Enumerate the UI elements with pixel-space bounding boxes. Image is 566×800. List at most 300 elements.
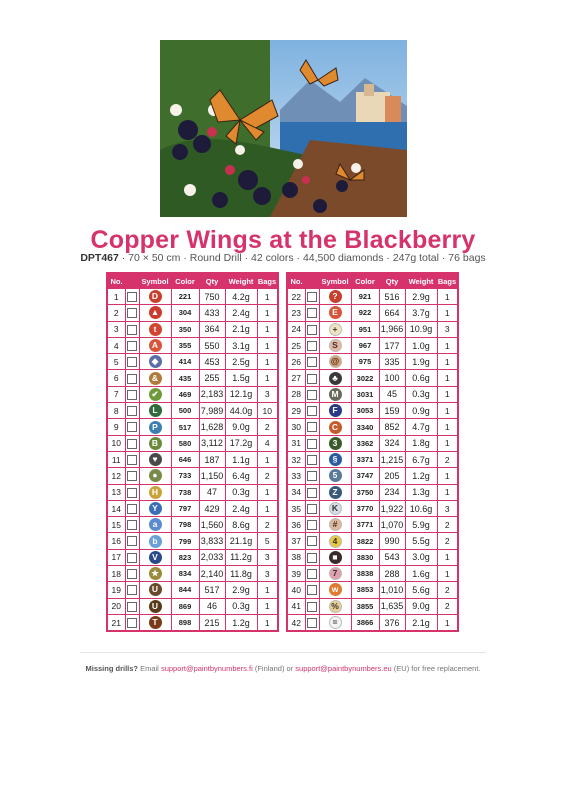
row-checkbox[interactable] <box>127 308 137 318</box>
table-row <box>107 549 278 565</box>
weight: 1.2g <box>225 614 257 631</box>
row-number: 17 <box>107 549 125 565</box>
row-number: 20 <box>107 598 125 614</box>
color-table-right <box>286 272 459 632</box>
row-checkbox[interactable] <box>127 471 137 481</box>
quantity: 516 <box>379 289 405 305</box>
footer-text-2: (Finland) or <box>252 664 296 673</box>
bag-count: 1 <box>257 289 278 305</box>
color-code: 3770 <box>351 500 379 516</box>
row-checkbox[interactable] <box>127 390 137 400</box>
row-number: 35 <box>287 500 305 516</box>
row-checkbox[interactable] <box>307 341 317 351</box>
bag-count: 1 <box>437 403 458 419</box>
weight: 1.5g <box>225 370 257 386</box>
symbol-cell <box>319 517 351 533</box>
quantity: 234 <box>379 484 405 500</box>
bag-count: 1 <box>437 484 458 500</box>
bag-count: 2 <box>437 582 458 598</box>
row-checkbox[interactable] <box>127 536 137 546</box>
symbol-cell <box>139 289 171 305</box>
weight: 2.4g <box>225 500 257 516</box>
table-row <box>107 484 278 500</box>
weight: 4.7g <box>405 419 437 435</box>
table-body-right <box>287 289 458 632</box>
quantity: 543 <box>379 549 405 565</box>
row-checkbox[interactable] <box>307 520 317 530</box>
quantity: 100 <box>379 370 405 386</box>
row-number: 8 <box>107 403 125 419</box>
artwork-illustration <box>160 40 407 217</box>
row-checkbox[interactable] <box>127 325 137 335</box>
bag-count: 2 <box>437 598 458 614</box>
symbol-cell <box>319 451 351 467</box>
row-checkbox[interactable] <box>127 406 137 416</box>
symbol-swatch: Y <box>149 502 162 515</box>
row-checkbox[interactable] <box>127 357 137 367</box>
row-number: 26 <box>287 354 305 370</box>
row-checkbox[interactable] <box>127 602 137 612</box>
color-code: 733 <box>171 468 199 484</box>
weight: 8.6g <box>225 517 257 533</box>
row-checkbox[interactable] <box>307 439 317 449</box>
row-number: 15 <box>107 517 125 533</box>
checkbox-cell <box>125 614 139 631</box>
row-number: 4 <box>107 337 125 353</box>
checkbox-cell <box>305 305 319 321</box>
symbol-swatch: § <box>329 453 342 466</box>
table-row <box>107 614 278 631</box>
bag-count: 1 <box>257 321 278 337</box>
table-row <box>287 419 458 435</box>
symbol-cell <box>319 289 351 305</box>
row-number: 31 <box>287 435 305 451</box>
bag-count: 10 <box>257 403 278 419</box>
bag-count: 1 <box>437 566 458 582</box>
footer-text-1: Email <box>138 664 161 673</box>
color-code: 3747 <box>351 468 379 484</box>
color-code: 3866 <box>351 614 379 631</box>
bag-count: 1 <box>437 435 458 451</box>
symbol-swatch: ♥ <box>149 453 162 466</box>
row-checkbox[interactable] <box>307 357 317 367</box>
symbol-swatch: S <box>329 339 342 352</box>
symbol-swatch: 4 <box>329 535 342 548</box>
row-checkbox[interactable] <box>127 292 137 302</box>
table-row <box>287 517 458 533</box>
checkbox-cell <box>125 533 139 549</box>
checkbox-cell <box>305 500 319 516</box>
symbol-cell <box>139 468 171 484</box>
weight: 1.1g <box>225 451 257 467</box>
row-checkbox[interactable] <box>127 455 137 465</box>
weight: 6.4g <box>225 468 257 484</box>
row-checkbox[interactable] <box>307 618 317 628</box>
color-code: 350 <box>171 321 199 337</box>
table-row <box>287 305 458 321</box>
row-checkbox[interactable] <box>127 618 137 628</box>
symbol-swatch: U <box>149 600 162 613</box>
checkbox-cell <box>125 386 139 402</box>
quantity: 2,183 <box>199 386 225 402</box>
table-row <box>287 468 458 484</box>
color-code: 3838 <box>351 566 379 582</box>
table-row <box>287 337 458 353</box>
color-code: 797 <box>171 500 199 516</box>
row-checkbox[interactable] <box>127 585 137 595</box>
symbol-swatch: 3 <box>329 437 342 450</box>
color-code: 738 <box>171 484 199 500</box>
col-header-qty: Qty <box>379 273 405 289</box>
table-row <box>287 582 458 598</box>
weight: 44.0g <box>225 403 257 419</box>
bag-count: 3 <box>257 386 278 402</box>
color-code: 922 <box>351 305 379 321</box>
symbol-swatch: ■ <box>329 551 342 564</box>
row-number: 10 <box>107 435 125 451</box>
color-code: 304 <box>171 305 199 321</box>
table-row <box>287 484 458 500</box>
table-header-row <box>107 273 278 289</box>
col-header-check <box>125 273 139 289</box>
symbol-swatch: % <box>329 600 342 613</box>
table-row <box>107 403 278 419</box>
row-checkbox[interactable] <box>307 504 317 514</box>
color-code: 869 <box>171 598 199 614</box>
symbol-swatch: = <box>329 616 342 629</box>
color-code: 799 <box>171 533 199 549</box>
symbol-cell <box>139 614 171 631</box>
quantity: 990 <box>379 533 405 549</box>
row-number: 21 <box>107 614 125 631</box>
row-number: 22 <box>287 289 305 305</box>
quantity: 205 <box>379 468 405 484</box>
col-header-check <box>305 273 319 289</box>
weight: 1.8g <box>405 435 437 451</box>
color-code: 844 <box>171 582 199 598</box>
quantity: 46 <box>199 598 225 614</box>
row-checkbox[interactable] <box>307 422 317 432</box>
bag-count: 2 <box>437 451 458 467</box>
color-code: 921 <box>351 289 379 305</box>
quantity: 517 <box>199 582 225 598</box>
quantity: 550 <box>199 337 225 353</box>
bag-count: 1 <box>257 484 278 500</box>
row-number: 40 <box>287 582 305 598</box>
spec-line <box>0 252 566 264</box>
bag-count: 1 <box>437 370 458 386</box>
bag-count: 1 <box>437 468 458 484</box>
bag-count: 1 <box>257 598 278 614</box>
table-row <box>287 354 458 370</box>
bag-count: 1 <box>437 354 458 370</box>
checkbox-cell <box>125 354 139 370</box>
bag-count: 2 <box>437 517 458 533</box>
symbol-cell <box>139 370 171 386</box>
symbol-cell <box>139 484 171 500</box>
table-row <box>107 337 278 353</box>
symbol-swatch: ✔ <box>149 388 162 401</box>
checkbox-cell <box>125 289 139 305</box>
row-checkbox[interactable] <box>307 488 317 498</box>
row-number: 27 <box>287 370 305 386</box>
row-checkbox[interactable] <box>127 439 137 449</box>
col-header-weight: Weight <box>225 273 257 289</box>
symbol-cell <box>319 370 351 386</box>
checkbox-cell <box>125 370 139 386</box>
quantity: 453 <box>199 354 225 370</box>
row-checkbox[interactable] <box>307 374 317 384</box>
table-body-left <box>107 289 278 632</box>
color-code: 3855 <box>351 598 379 614</box>
quantity: 215 <box>199 614 225 631</box>
weight: 1.2g <box>405 468 437 484</box>
symbol-swatch: T <box>149 616 162 629</box>
symbol-swatch: A <box>149 339 162 352</box>
checkbox-cell <box>305 289 319 305</box>
bag-count: 1 <box>437 305 458 321</box>
bag-count: 4 <box>257 435 278 451</box>
checkbox-cell <box>305 354 319 370</box>
color-code: 3340 <box>351 419 379 435</box>
quantity: 1,635 <box>379 598 405 614</box>
table-row <box>287 370 458 386</box>
color-code: 3053 <box>351 403 379 419</box>
table-row <box>107 386 278 402</box>
weight: 5.5g <box>405 533 437 549</box>
row-number: 11 <box>107 451 125 467</box>
weight: 4.2g <box>225 289 257 305</box>
color-code: 3022 <box>351 370 379 386</box>
weight: 12.1g <box>225 386 257 402</box>
checkbox-cell <box>305 598 319 614</box>
table-row <box>107 435 278 451</box>
row-checkbox[interactable] <box>127 569 137 579</box>
col-header-color: Color <box>171 273 199 289</box>
table-row <box>287 386 458 402</box>
row-checkbox[interactable] <box>307 569 317 579</box>
table-row <box>107 598 278 614</box>
symbol-swatch: H <box>149 486 162 499</box>
symbol-swatch: t <box>149 323 162 336</box>
row-number: 16 <box>107 533 125 549</box>
table-row <box>107 321 278 337</box>
color-code: 3031 <box>351 386 379 402</box>
col-header-no: No. <box>287 273 305 289</box>
color-code: 3822 <box>351 533 379 549</box>
quantity: 2,033 <box>199 549 225 565</box>
weight: 9.0g <box>405 598 437 614</box>
symbol-cell <box>139 598 171 614</box>
bag-count: 1 <box>257 500 278 516</box>
symbol-swatch: ◆ <box>149 355 162 368</box>
table-row <box>287 451 458 467</box>
weight: 11.2g <box>225 549 257 565</box>
table-row <box>287 533 458 549</box>
bag-count: 1 <box>257 370 278 386</box>
checkbox-cell <box>305 419 319 435</box>
symbol-cell <box>319 386 351 402</box>
bag-count: 1 <box>257 582 278 598</box>
row-number: 12 <box>107 468 125 484</box>
checkbox-cell <box>305 386 319 402</box>
bag-count: 3 <box>257 549 278 565</box>
symbol-cell <box>139 582 171 598</box>
spec-details: · 70 × 50 cm · Round Drill · 42 colors · 44,500 diamonds · 247g total · 76 bags <box>118 252 486 264</box>
symbol-swatch: E <box>329 306 342 319</box>
color-code: 3853 <box>351 582 379 598</box>
bag-count: 1 <box>257 451 278 467</box>
footer-text-3: (EU) for free replacement. <box>391 664 481 673</box>
quantity: 433 <box>199 305 225 321</box>
color-code: 517 <box>171 419 199 435</box>
bag-count: 1 <box>257 337 278 353</box>
footer-divider <box>80 652 486 653</box>
symbol-cell <box>319 484 351 500</box>
symbol-swatch: 5 <box>329 469 342 482</box>
symbol-cell <box>319 614 351 631</box>
weight: 5.6g <box>405 582 437 598</box>
weight: 0.6g <box>405 370 437 386</box>
weight: 11.8g <box>225 566 257 582</box>
row-checkbox[interactable] <box>307 602 317 612</box>
color-code: 500 <box>171 403 199 419</box>
row-number: 3 <box>107 321 125 337</box>
col-header-bags: Bags <box>437 273 458 289</box>
row-number: 5 <box>107 354 125 370</box>
table-row <box>107 533 278 549</box>
checkbox-cell <box>125 435 139 451</box>
row-number: 39 <box>287 566 305 582</box>
symbol-cell <box>139 500 171 516</box>
color-code: 798 <box>171 517 199 533</box>
color-table-left <box>106 272 279 632</box>
bag-count: 2 <box>257 468 278 484</box>
bag-count: 1 <box>257 354 278 370</box>
table-row <box>287 598 458 614</box>
quantity: 187 <box>199 451 225 467</box>
weight: 1.3g <box>405 484 437 500</box>
row-checkbox[interactable] <box>307 455 317 465</box>
quantity: 3,112 <box>199 435 225 451</box>
weight: 2.4g <box>225 305 257 321</box>
color-code: 469 <box>171 386 199 402</box>
symbol-cell <box>139 549 171 565</box>
row-number: 42 <box>287 614 305 631</box>
symbol-swatch: M <box>329 388 342 401</box>
checkbox-cell <box>125 305 139 321</box>
color-code: 975 <box>351 354 379 370</box>
row-checkbox[interactable] <box>127 488 137 498</box>
bag-count: 5 <box>257 533 278 549</box>
weight: 2.9g <box>225 582 257 598</box>
row-checkbox[interactable] <box>307 390 317 400</box>
checkbox-cell <box>305 566 319 582</box>
symbol-cell <box>319 598 351 614</box>
bag-count: 1 <box>437 386 458 402</box>
quantity: 159 <box>379 403 405 419</box>
symbol-cell <box>319 305 351 321</box>
symbol-cell <box>319 566 351 582</box>
row-checkbox[interactable] <box>307 406 317 416</box>
quantity: 3,833 <box>199 533 225 549</box>
row-checkbox[interactable] <box>127 553 137 563</box>
row-number: 32 <box>287 451 305 467</box>
row-checkbox[interactable] <box>127 504 137 514</box>
row-number: 14 <box>107 500 125 516</box>
support-email-eu-link[interactable]: support@paintbynumbers.eu <box>295 664 392 673</box>
table-header-row <box>287 273 458 289</box>
color-code: 3771 <box>351 517 379 533</box>
checkbox-cell <box>305 451 319 467</box>
color-code: 580 <box>171 435 199 451</box>
checkbox-cell <box>305 403 319 419</box>
weight: 1.6g <box>405 566 437 582</box>
checkbox-cell <box>305 435 319 451</box>
row-checkbox[interactable] <box>127 341 137 351</box>
col-header-weight: Weight <box>405 273 437 289</box>
table-row <box>287 566 458 582</box>
table-row <box>287 614 458 631</box>
cover-artwork <box>160 40 407 217</box>
row-checkbox[interactable] <box>307 325 317 335</box>
row-checkbox[interactable] <box>127 520 137 530</box>
symbol-swatch: @ <box>329 355 342 368</box>
row-number: 6 <box>107 370 125 386</box>
row-checkbox[interactable] <box>127 374 137 384</box>
quantity: 335 <box>379 354 405 370</box>
color-code: 3830 <box>351 549 379 565</box>
row-checkbox[interactable] <box>307 585 317 595</box>
symbol-cell <box>319 500 351 516</box>
weight: 17.2g <box>225 435 257 451</box>
row-number: 41 <box>287 598 305 614</box>
col-header-color: Color <box>351 273 379 289</box>
symbol-swatch: ● <box>149 469 162 482</box>
row-checkbox[interactable] <box>307 471 317 481</box>
bag-count: 3 <box>437 500 458 516</box>
row-checkbox[interactable] <box>307 553 317 563</box>
row-number: 1 <box>107 289 125 305</box>
symbol-swatch: C <box>329 421 342 434</box>
symbol-swatch: + <box>329 323 342 336</box>
checkbox-cell <box>125 337 139 353</box>
row-checkbox[interactable] <box>307 308 317 318</box>
quantity: 47 <box>199 484 225 500</box>
table-row <box>287 321 458 337</box>
row-checkbox[interactable] <box>127 422 137 432</box>
checkbox-cell <box>125 566 139 582</box>
symbol-swatch: ★ <box>149 567 162 580</box>
row-checkbox[interactable] <box>307 292 317 302</box>
support-email-fi-link[interactable]: support@paintbynumbers.fi <box>160 664 253 673</box>
table-row <box>287 549 458 565</box>
checkbox-cell <box>125 549 139 565</box>
symbol-swatch: ▲ <box>149 306 162 319</box>
checkbox-cell <box>125 517 139 533</box>
symbol-cell <box>319 419 351 435</box>
quantity: 364 <box>199 321 225 337</box>
row-checkbox[interactable] <box>307 536 317 546</box>
table-row <box>287 500 458 516</box>
quantity: 2,140 <box>199 566 225 582</box>
symbol-cell <box>139 419 171 435</box>
quantity: 255 <box>199 370 225 386</box>
checkbox-cell <box>125 403 139 419</box>
row-number: 29 <box>287 403 305 419</box>
checkbox-cell <box>305 321 319 337</box>
symbol-cell <box>319 435 351 451</box>
